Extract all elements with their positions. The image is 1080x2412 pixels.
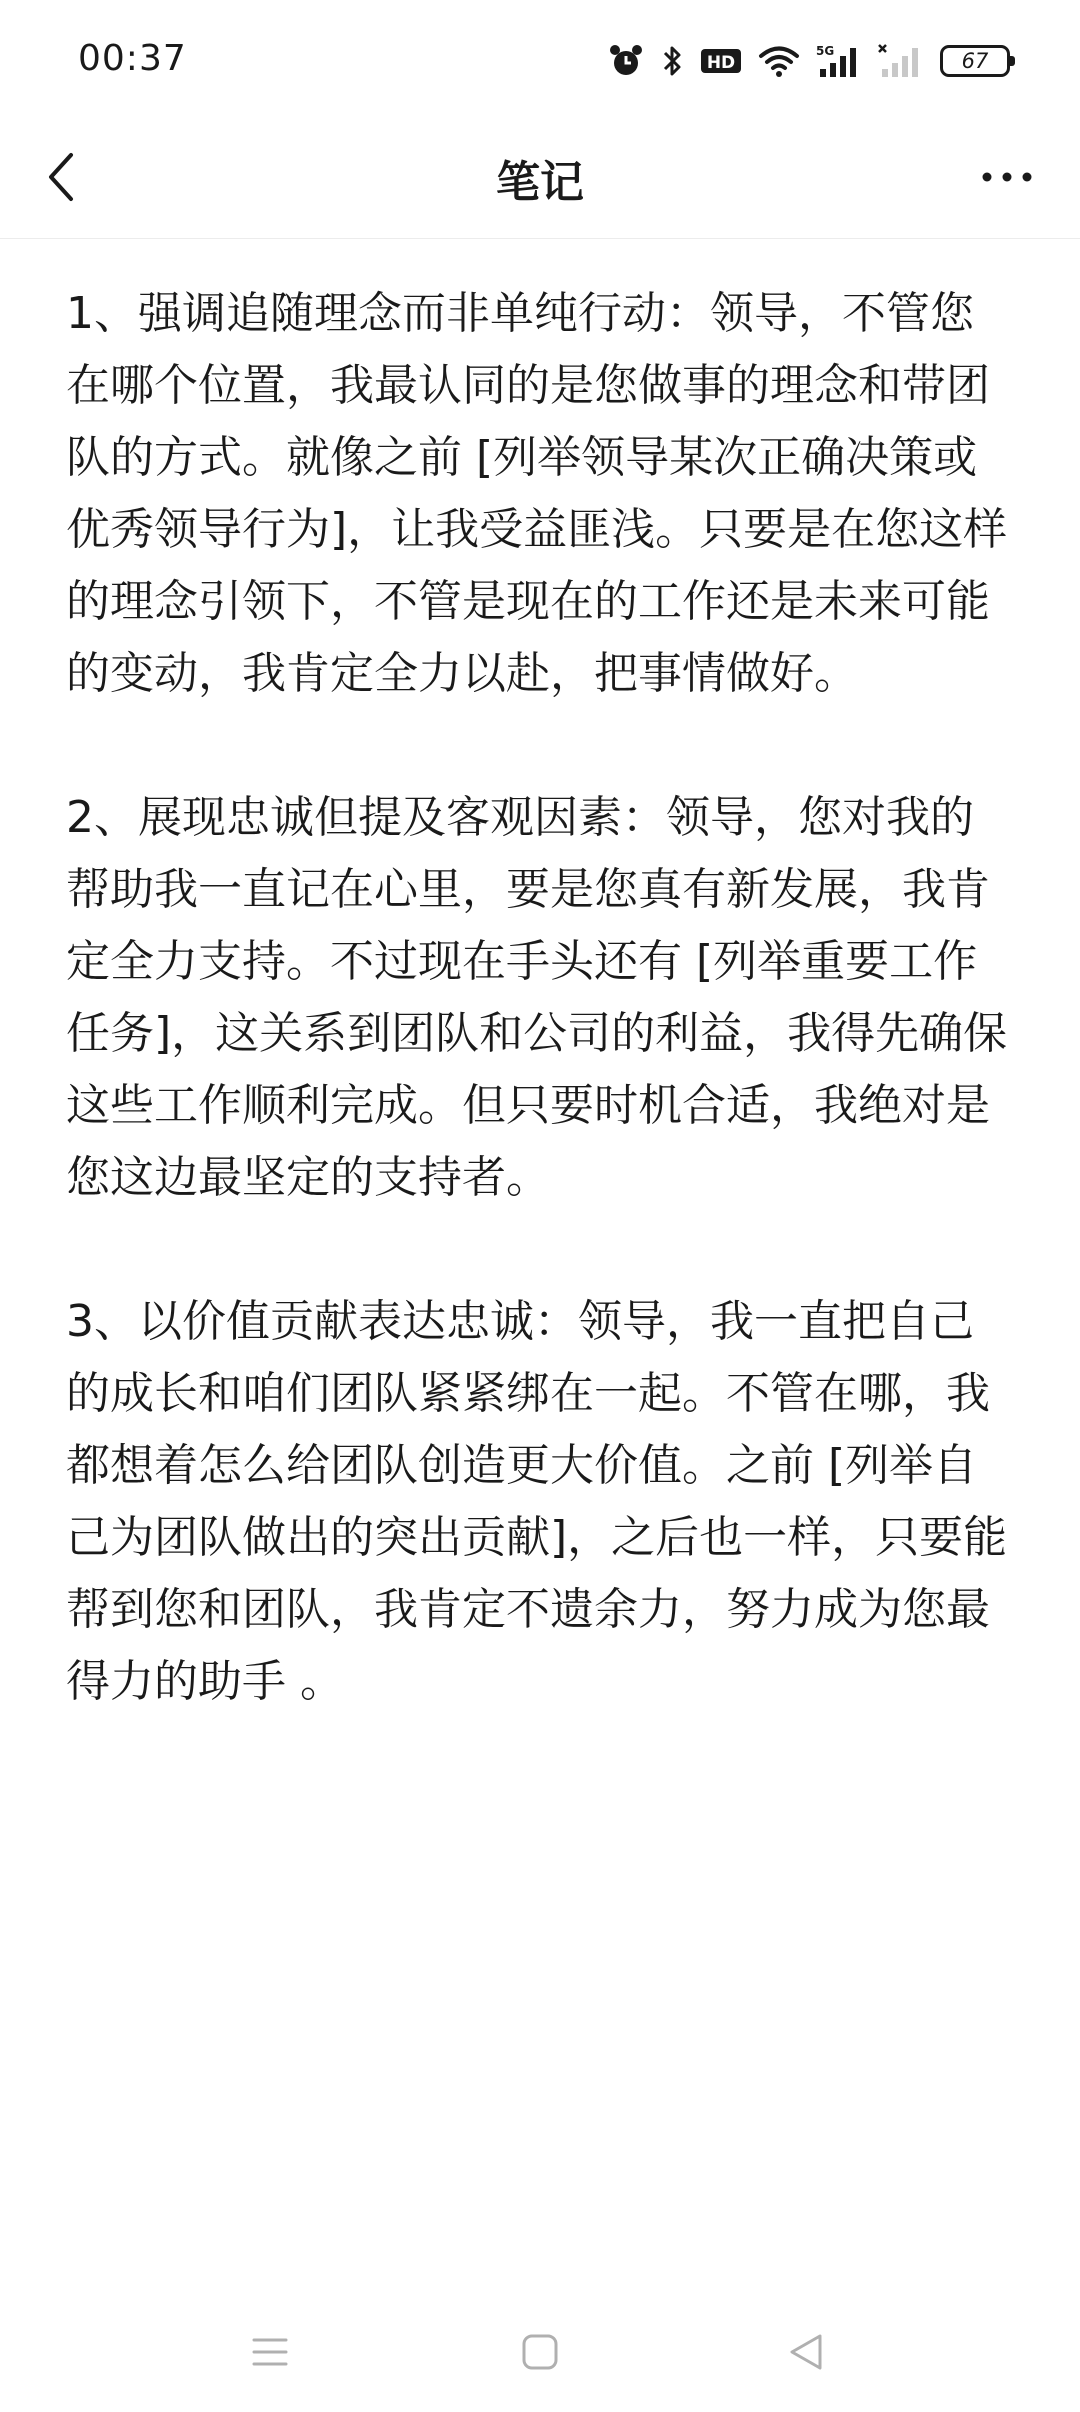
system-nav-bar xyxy=(0,2292,1080,2412)
signal-no-sim-icon xyxy=(878,43,924,79)
recent-apps-button[interactable] xyxy=(240,2322,300,2382)
note-paragraph-2[interactable]: 2、展现忠诚但提及客观因素：领导，您对我的帮助我一直记在心里，要是您真有新发展，我肯定全力支持。不过现在手头还有 [列举重要工作任务]，这关系到团队和公司的利益，我得先确保这些工作顺利完成。但只要时机合适，我绝对是您这边最坚定的支持者。 xyxy=(66,792,1008,1203)
note-paragraph-3[interactable]: 3、以价值贡献表达忠诚：领导，我一直把自己的成长和咱们团队紧紧绑在一起。不管在哪，我都想着怎么给团队创造更大价值。之前 [列举自己为团队做出的突出贡献]，之后也一样，只要能帮到您和团队，我肯定不遗余力，努力成为您最得力的助手 。 xyxy=(66,1296,1008,1707)
note-content[interactable] xyxy=(66,278,1016,1790)
home-button[interactable] xyxy=(510,2322,570,2382)
signal-5g-icon xyxy=(816,43,862,79)
status-icons xyxy=(608,38,1010,84)
back-triangle-icon xyxy=(786,2332,826,2372)
back-nav-button[interactable] xyxy=(776,2322,836,2382)
battery-icon xyxy=(940,45,1010,77)
note-paragraph-1[interactable]: 1、强调追随理念而非单纯行动：领导，不管您在哪个位置，我最认同的是您做事的理念和带团队的方式。就像之前 [列举领导某次正确决策或优秀领导行为]，让我受益匪浅。只要是在您这样的理念引领下，不管是现在的工作还是未来可能的变动，我肯定全力以赴，把事情做好。 xyxy=(66,288,1008,699)
wifi-icon xyxy=(758,44,800,78)
status-time: 00:37 xyxy=(78,38,187,79)
status-bar xyxy=(0,0,1080,120)
battery-level: 67 xyxy=(961,48,989,73)
svg-text:5G: 5G xyxy=(816,44,835,58)
alarm-icon xyxy=(608,43,644,79)
page-title: 笔记 xyxy=(496,157,584,208)
svg-text:HD: HD xyxy=(706,53,736,73)
hd-icon xyxy=(700,46,742,76)
nav-bar xyxy=(0,120,1080,239)
more-button[interactable] xyxy=(962,142,1052,212)
bluetooth-icon xyxy=(660,43,684,79)
home-square-icon xyxy=(520,2332,560,2372)
more-horizontal-icon xyxy=(979,169,1035,185)
menu-icon xyxy=(250,2332,290,2372)
